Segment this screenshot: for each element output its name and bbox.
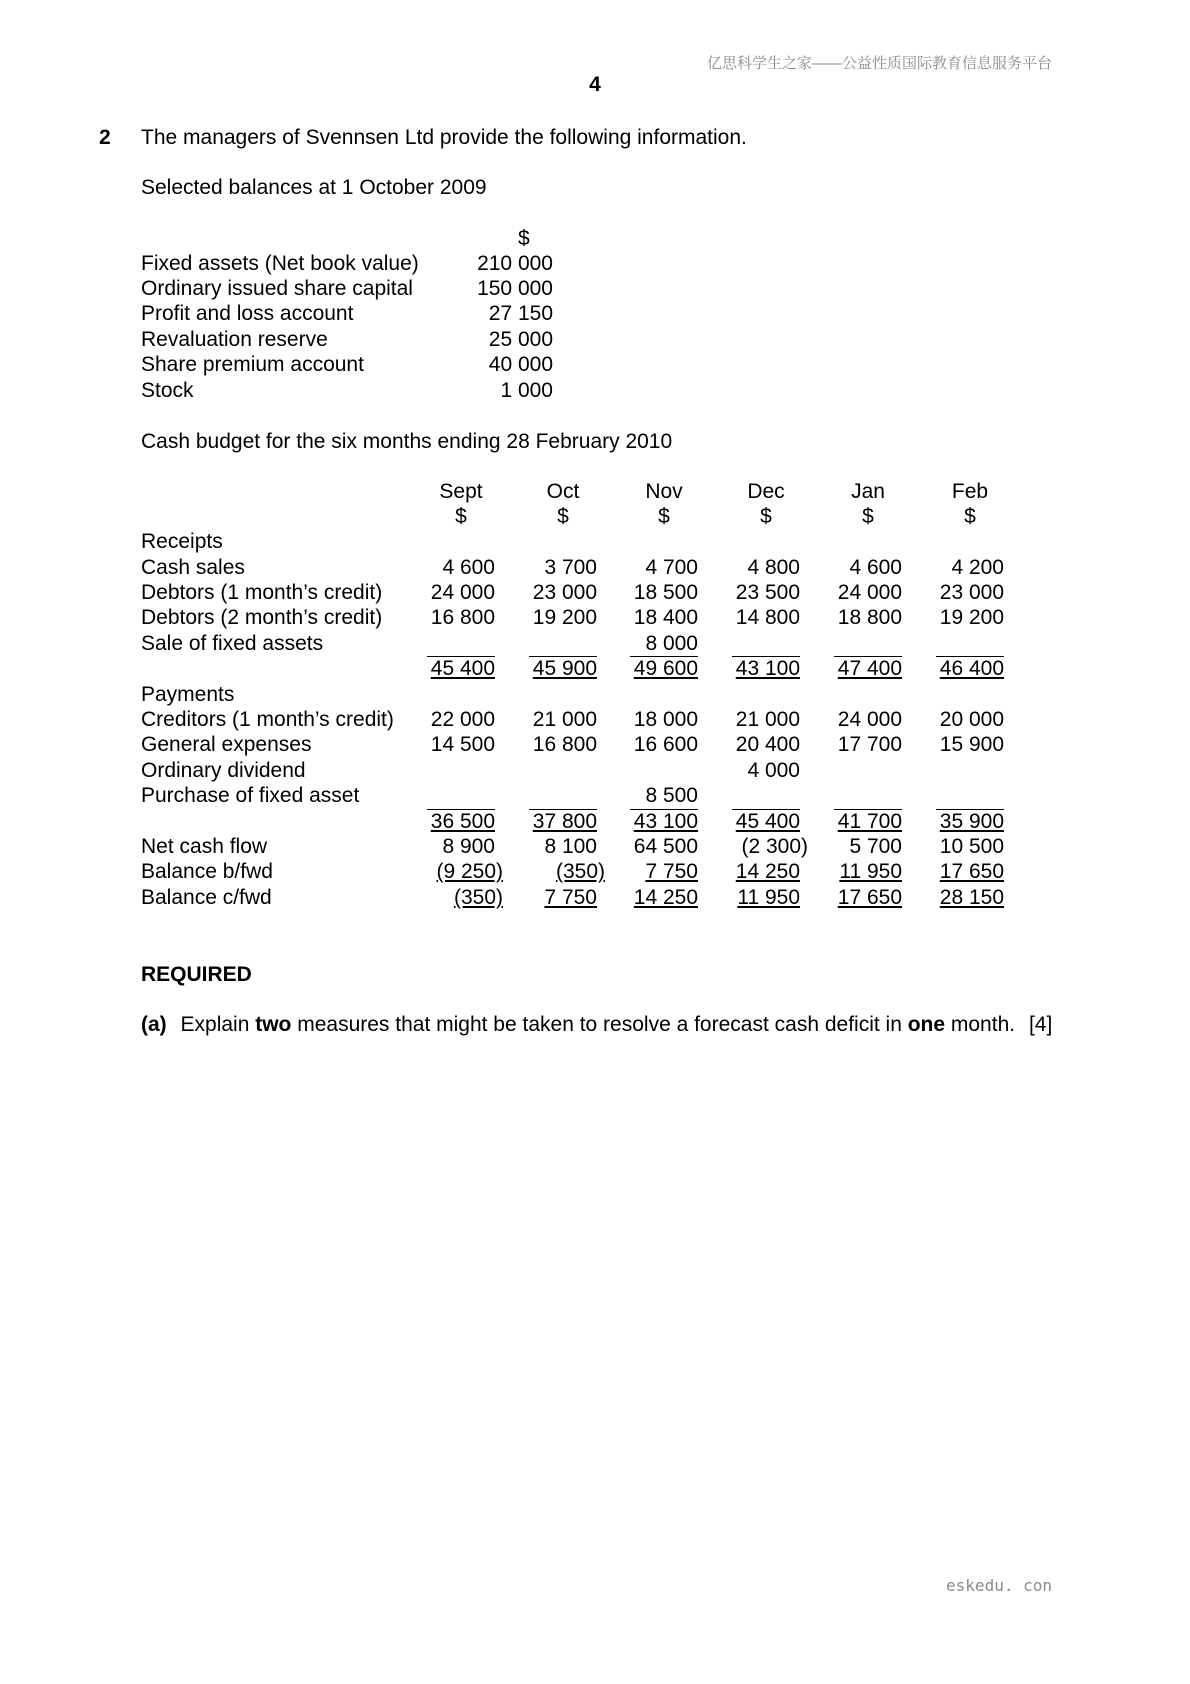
- balance-bfwd-value: (350): [555, 860, 605, 883]
- part-bold: one: [907, 1013, 946, 1036]
- balance-cfwd-label: Balance c/fwd: [141, 886, 272, 909]
- receipt-value: 14 800: [735, 606, 800, 629]
- balance-cfwd-value: (350): [453, 886, 503, 909]
- receipt-value: 3 700: [544, 556, 597, 579]
- part-text: Explain: [180, 1013, 256, 1036]
- receipt-value: 18 800: [837, 606, 902, 629]
- payment-value: 4 000: [747, 759, 800, 782]
- month-header: Oct: [546, 480, 580, 503]
- balance-value: 27 150: [488, 302, 553, 325]
- balance-cfwd-value: 14 250: [633, 886, 698, 909]
- payments-total: 45 400: [735, 810, 800, 833]
- payment-value: 21 000: [532, 708, 597, 731]
- payments-total: 43 100: [633, 810, 698, 833]
- cash-budget-title: Cash budget for the six months ending 28 February 2010: [141, 430, 673, 453]
- receipt-value: 24 000: [430, 581, 495, 604]
- payment-value: 17 700: [837, 733, 902, 756]
- payment-value: 14 500: [430, 733, 495, 756]
- receipt-value: 18 500: [633, 581, 698, 604]
- payment-value: 18 000: [633, 708, 698, 731]
- month-header: Jan: [851, 480, 885, 503]
- payment-value: 21 000: [735, 708, 800, 731]
- currency-header: $: [862, 505, 874, 528]
- month-header: Nov: [645, 480, 683, 503]
- receipt-value: 24 000: [837, 581, 902, 604]
- month-header: Sept: [439, 480, 483, 503]
- payments-total: 35 900: [939, 810, 1004, 833]
- payment-label: Purchase of fixed asset: [141, 784, 360, 807]
- payment-value: 24 000: [837, 708, 902, 731]
- balance-label: Revaluation reserve: [141, 328, 328, 351]
- payment-label: General expenses: [141, 733, 312, 756]
- net-cash-flow-value: 8 900: [442, 835, 495, 858]
- balance-bfwd-value: 17 650: [939, 860, 1004, 883]
- receipt-value: 4 600: [442, 556, 495, 579]
- footer-source: eskedu. con: [946, 1576, 1052, 1595]
- payment-value: 15 900: [939, 733, 1004, 756]
- balance-cfwd-value: 17 650: [837, 886, 902, 909]
- net-cash-flow-value: 8 100: [544, 835, 597, 858]
- receipt-label: Sale of fixed assets: [141, 632, 324, 655]
- balance-value: 40 000: [488, 353, 553, 376]
- balance-bfwd-value: 7 750: [645, 860, 698, 883]
- net-cash-flow-label: Net cash flow: [141, 835, 268, 858]
- balances-title: Selected balances at 1 October 2009: [141, 176, 487, 199]
- balance-value: 150 000: [477, 277, 553, 300]
- balance-cfwd-value: 11 950: [737, 886, 800, 909]
- balance-value: 25 000: [488, 328, 553, 351]
- payment-value: 16 600: [633, 733, 698, 756]
- receipts-total: 45 900: [532, 657, 597, 680]
- receipts-total: 43 100: [735, 657, 800, 680]
- receipt-value: 19 200: [939, 606, 1004, 629]
- receipt-value: 4 200: [951, 556, 1004, 579]
- balance-cfwd-value: 28 150: [939, 886, 1004, 909]
- receipt-value: 16 800: [430, 606, 495, 629]
- page-number: 4: [589, 73, 601, 96]
- marks: [4]: [1028, 1013, 1053, 1036]
- part-label: (a): [141, 1013, 167, 1036]
- net-cash-flow-value: 10 500: [939, 835, 1004, 858]
- net-cash-flow-value: (2 300): [741, 835, 808, 858]
- receipt-value: 18 400: [633, 606, 698, 629]
- receipts-total: 47 400: [837, 657, 902, 680]
- balance-label: Profit and loss account: [141, 302, 354, 325]
- receipt-value: 23 500: [735, 581, 800, 604]
- balance-label: Fixed assets (Net book value): [141, 252, 419, 275]
- receipt-label: Cash sales: [141, 556, 245, 579]
- watermark: 亿思科学生之家——公益性质国际教育信息服务平台: [706, 55, 1052, 72]
- question-part-a: [141, 1013, 1052, 1037]
- payment-label: Ordinary dividend: [141, 759, 306, 782]
- receipt-label: Debtors (1 month’s credit): [141, 581, 383, 604]
- receipt-value: 23 000: [532, 581, 597, 604]
- balance-label: Ordinary issued share capital: [141, 277, 413, 300]
- balance-value: 210 000: [477, 252, 553, 275]
- required-heading: REQUIRED: [141, 963, 252, 986]
- month-header: Feb: [951, 480, 989, 503]
- currency-header: $: [658, 505, 670, 528]
- payment-value: 20 000: [939, 708, 1004, 731]
- receipt-value: 4 800: [747, 556, 800, 579]
- net-cash-flow-value: 64 500: [633, 835, 698, 858]
- balance-label: Share premium account: [141, 353, 364, 376]
- receipt-value: 23 000: [939, 581, 1004, 604]
- balance-bfwd-label: Balance b/fwd: [141, 860, 273, 883]
- balance-bfwd-value: 11 950: [839, 860, 902, 883]
- currency-header: $: [760, 505, 772, 528]
- receipts-total: 46 400: [939, 657, 1004, 680]
- part-bold: two: [255, 1013, 292, 1036]
- receipts-total: 49 600: [633, 657, 698, 680]
- currency-header: $: [455, 505, 467, 528]
- balance-cfwd-value: 7 750: [544, 886, 597, 909]
- balance-bfwd-value: 14 250: [735, 860, 800, 883]
- currency-header: $: [964, 505, 976, 528]
- receipt-value: 8 000: [645, 632, 698, 655]
- part-text: measures that might be taken to resolve a forecast cash deficit in: [291, 1013, 908, 1036]
- payment-value: 20 400: [735, 733, 800, 756]
- month-header: Dec: [747, 480, 785, 503]
- receipts-heading: Receipts: [141, 530, 223, 553]
- payment-value: 8 500: [645, 784, 698, 807]
- payments-total: 41 700: [837, 810, 902, 833]
- payment-label: Creditors (1 month’s credit): [141, 708, 394, 731]
- receipt-label: Debtors (2 month’s credit): [141, 606, 383, 629]
- balances-currency: $: [518, 227, 530, 250]
- receipts-total: 45 400: [430, 657, 495, 680]
- receipt-value: 4 600: [849, 556, 902, 579]
- balance-value: 1 000: [500, 379, 553, 402]
- payments-heading: Payments: [141, 683, 235, 706]
- balance-label: Stock: [141, 379, 194, 402]
- receipt-value: 19 200: [532, 606, 597, 629]
- payment-value: 16 800: [532, 733, 597, 756]
- receipt-value: 4 700: [645, 556, 698, 579]
- payments-total: 37 800: [532, 810, 597, 833]
- balance-bfwd-value: (9 250): [436, 860, 503, 883]
- question-intro: The managers of Svennsen Ltd provide the following information.: [141, 126, 747, 149]
- payments-total: 36 500: [430, 810, 495, 833]
- payment-value: 22 000: [430, 708, 495, 731]
- question-number: 2: [99, 126, 111, 149]
- net-cash-flow-value: 5 700: [849, 835, 902, 858]
- currency-header: $: [557, 505, 569, 528]
- part-text: month.: [945, 1013, 1016, 1036]
